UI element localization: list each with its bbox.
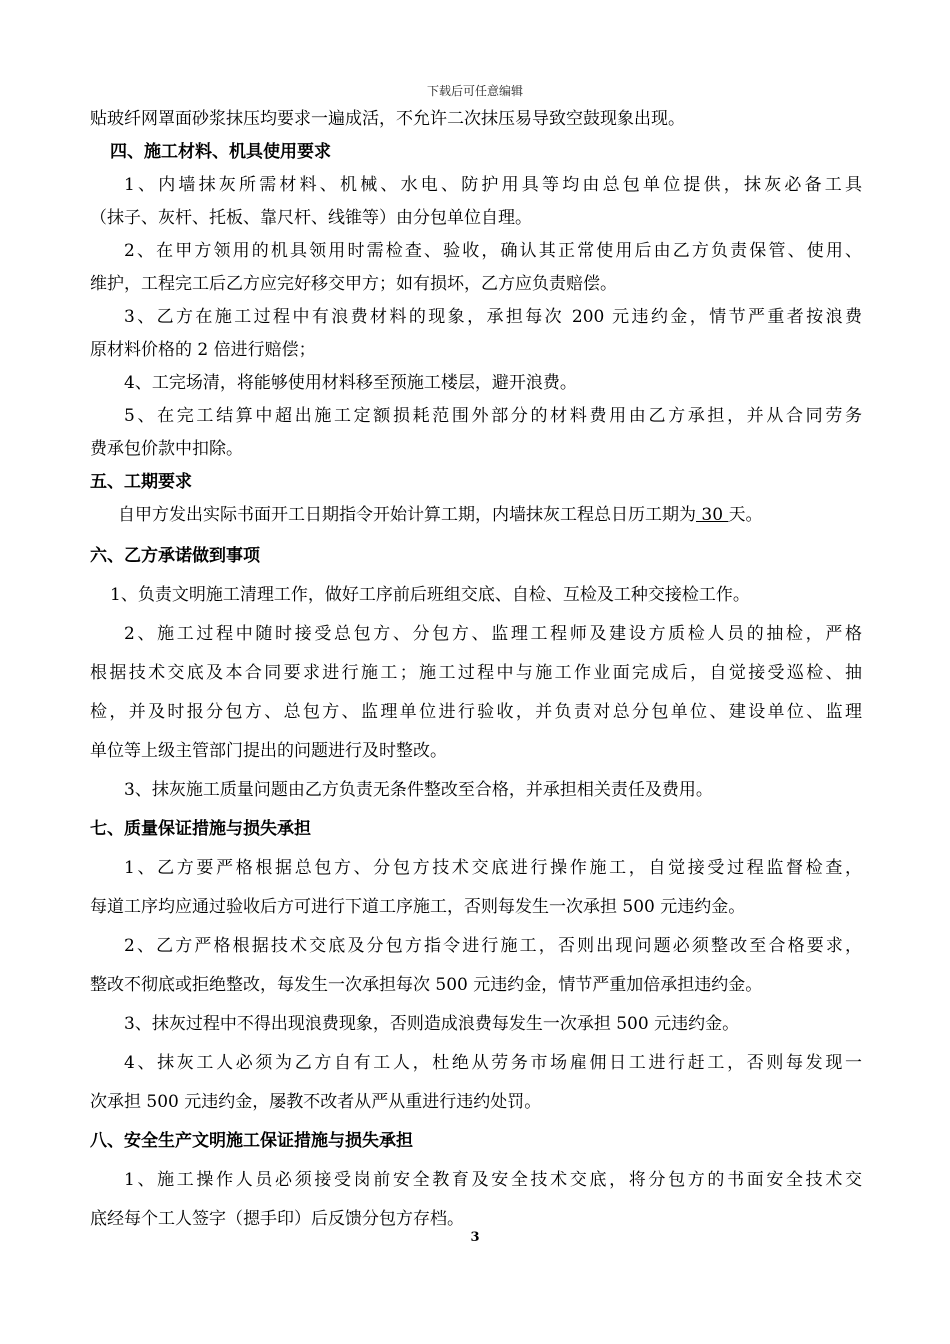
paragraph-line: （抹子、灰杆、托板、靠尺杆、线锥等）由分包单位自理。: [90, 208, 532, 228]
paragraph-line: 底经每个工人签字（摁手印）后反馈分包方存档。: [90, 1209, 464, 1229]
paragraph-line: 4、抹灰工人必须为乙方自有工人，杜绝从劳务市场雇佣日工进行赶工，否则每发现一: [124, 1053, 862, 1073]
page-header: 下载后可任意编辑: [426, 84, 523, 98]
paragraph-line: 2、乙方严格根据技术交底及分包方指令进行施工，否则出现问题必须整改至合格要求，: [124, 936, 862, 956]
paragraph-line: 1、负责文明施工清理工作，做好工序前后班组交底、自检、互检及工种交接检工作。: [110, 585, 750, 605]
document-body: [90, 103, 862, 1236]
paragraph-line: 3、抹灰施工质量问题由乙方负责无条件整改至合格，并承担相关责任及费用。: [124, 780, 713, 800]
section-heading-4: 四、施工材料、机具使用要求: [110, 142, 331, 162]
paragraph-line: 维护，工程完工后乙方应完好移交甲方；如有损坏，乙方应负责赔偿。: [90, 274, 617, 294]
paragraph-line: 2、在甲方领用的机具领用时需检查、验收，确认其正常使用后由乙方负责保管、使用、: [124, 241, 862, 261]
section-heading-7: 七、质量保证措施与损失承担: [90, 819, 311, 839]
paragraph-line: 费承包价款中扣除。: [90, 439, 243, 459]
paragraph-line: 2、施工过程中随时接受总包方、分包方、监理工程师及建设方质检人员的抽检，严格: [124, 624, 862, 644]
section-heading-6: 六、乙方承诺做到事项: [90, 546, 260, 566]
paragraph-line: 整改不彻底或拒绝整改，每发生一次承担每次 500 元违约金，情节严重加倍承担违约金。: [90, 975, 763, 995]
paragraph-line: [90, 499, 862, 532]
paragraph-line: 5、在完工结算中超出施工定额损耗范围外部分的材料费用由乙方承担，并从合同劳务: [124, 406, 862, 426]
paragraph-line: 根据技术交底及本合同要求进行施工；施工过程中与施工作业面完成后，自觉接受巡检、抽: [90, 663, 862, 683]
paragraph-line: 贴玻纤网罩面砂浆抹压均要求一遍成活，不允许二次抹压易导致空鼓现象出现。: [90, 109, 685, 129]
section-heading-5: 五、工期要求: [90, 472, 192, 492]
paragraph-line: 每道工序均应通过验收后方可进行下道工序施工，否则每发生一次承担 500 元违约金。: [90, 897, 746, 917]
paragraph-line: 次承担 500 元违约金，屡教不改者从严从重进行违约处罚。: [90, 1092, 542, 1112]
paragraph-line: 1、乙方要严格根据总包方、分包方技术交底进行操作施工，自觉接受过程监督检查，: [124, 858, 862, 878]
page-number: 3: [470, 1230, 480, 1245]
paragraph-line: 单位等上级主管部门提出的问题进行及时整改。: [90, 741, 447, 761]
section-heading-8: 八、安全生产文明施工保证措施与损失承担: [90, 1131, 413, 1151]
schedule-days: 30: [696, 505, 729, 525]
schedule-text-end: 天。: [728, 505, 763, 525]
paragraph-line: 4、工完场清，将能够使用材料移至预施工楼层，避开浪费。: [124, 373, 577, 393]
paragraph-line: 3、乙方在施工过程中有浪费材料的现象，承担每次 200 元违约金，情节严重者按浪费: [124, 307, 862, 327]
schedule-text: 自甲方发出实际书面开工日期指令开始计算工期，内墙抹灰工程总日历工期为: [118, 505, 696, 525]
paragraph-line: 3、抹灰过程中不得出现浪费现象，否则造成浪费每发生一次承担 500 元违约金。: [124, 1014, 740, 1034]
paragraph-line: 1、内墙抹灰所需材料、机械、水电、防护用具等均由总包单位提供，抹灰必备工具: [124, 175, 862, 195]
paragraph-line: 1、施工操作人员必须接受岗前安全教育及安全技术交底，将分包方的书面安全技术交: [124, 1170, 862, 1190]
paragraph-line: 检，并及时报分包方、总包方、监理单位进行验收，并负责对总分包单位、建设单位、监理: [90, 702, 862, 722]
paragraph-line: 原材料价格的 2 倍进行赔偿；: [90, 340, 316, 360]
